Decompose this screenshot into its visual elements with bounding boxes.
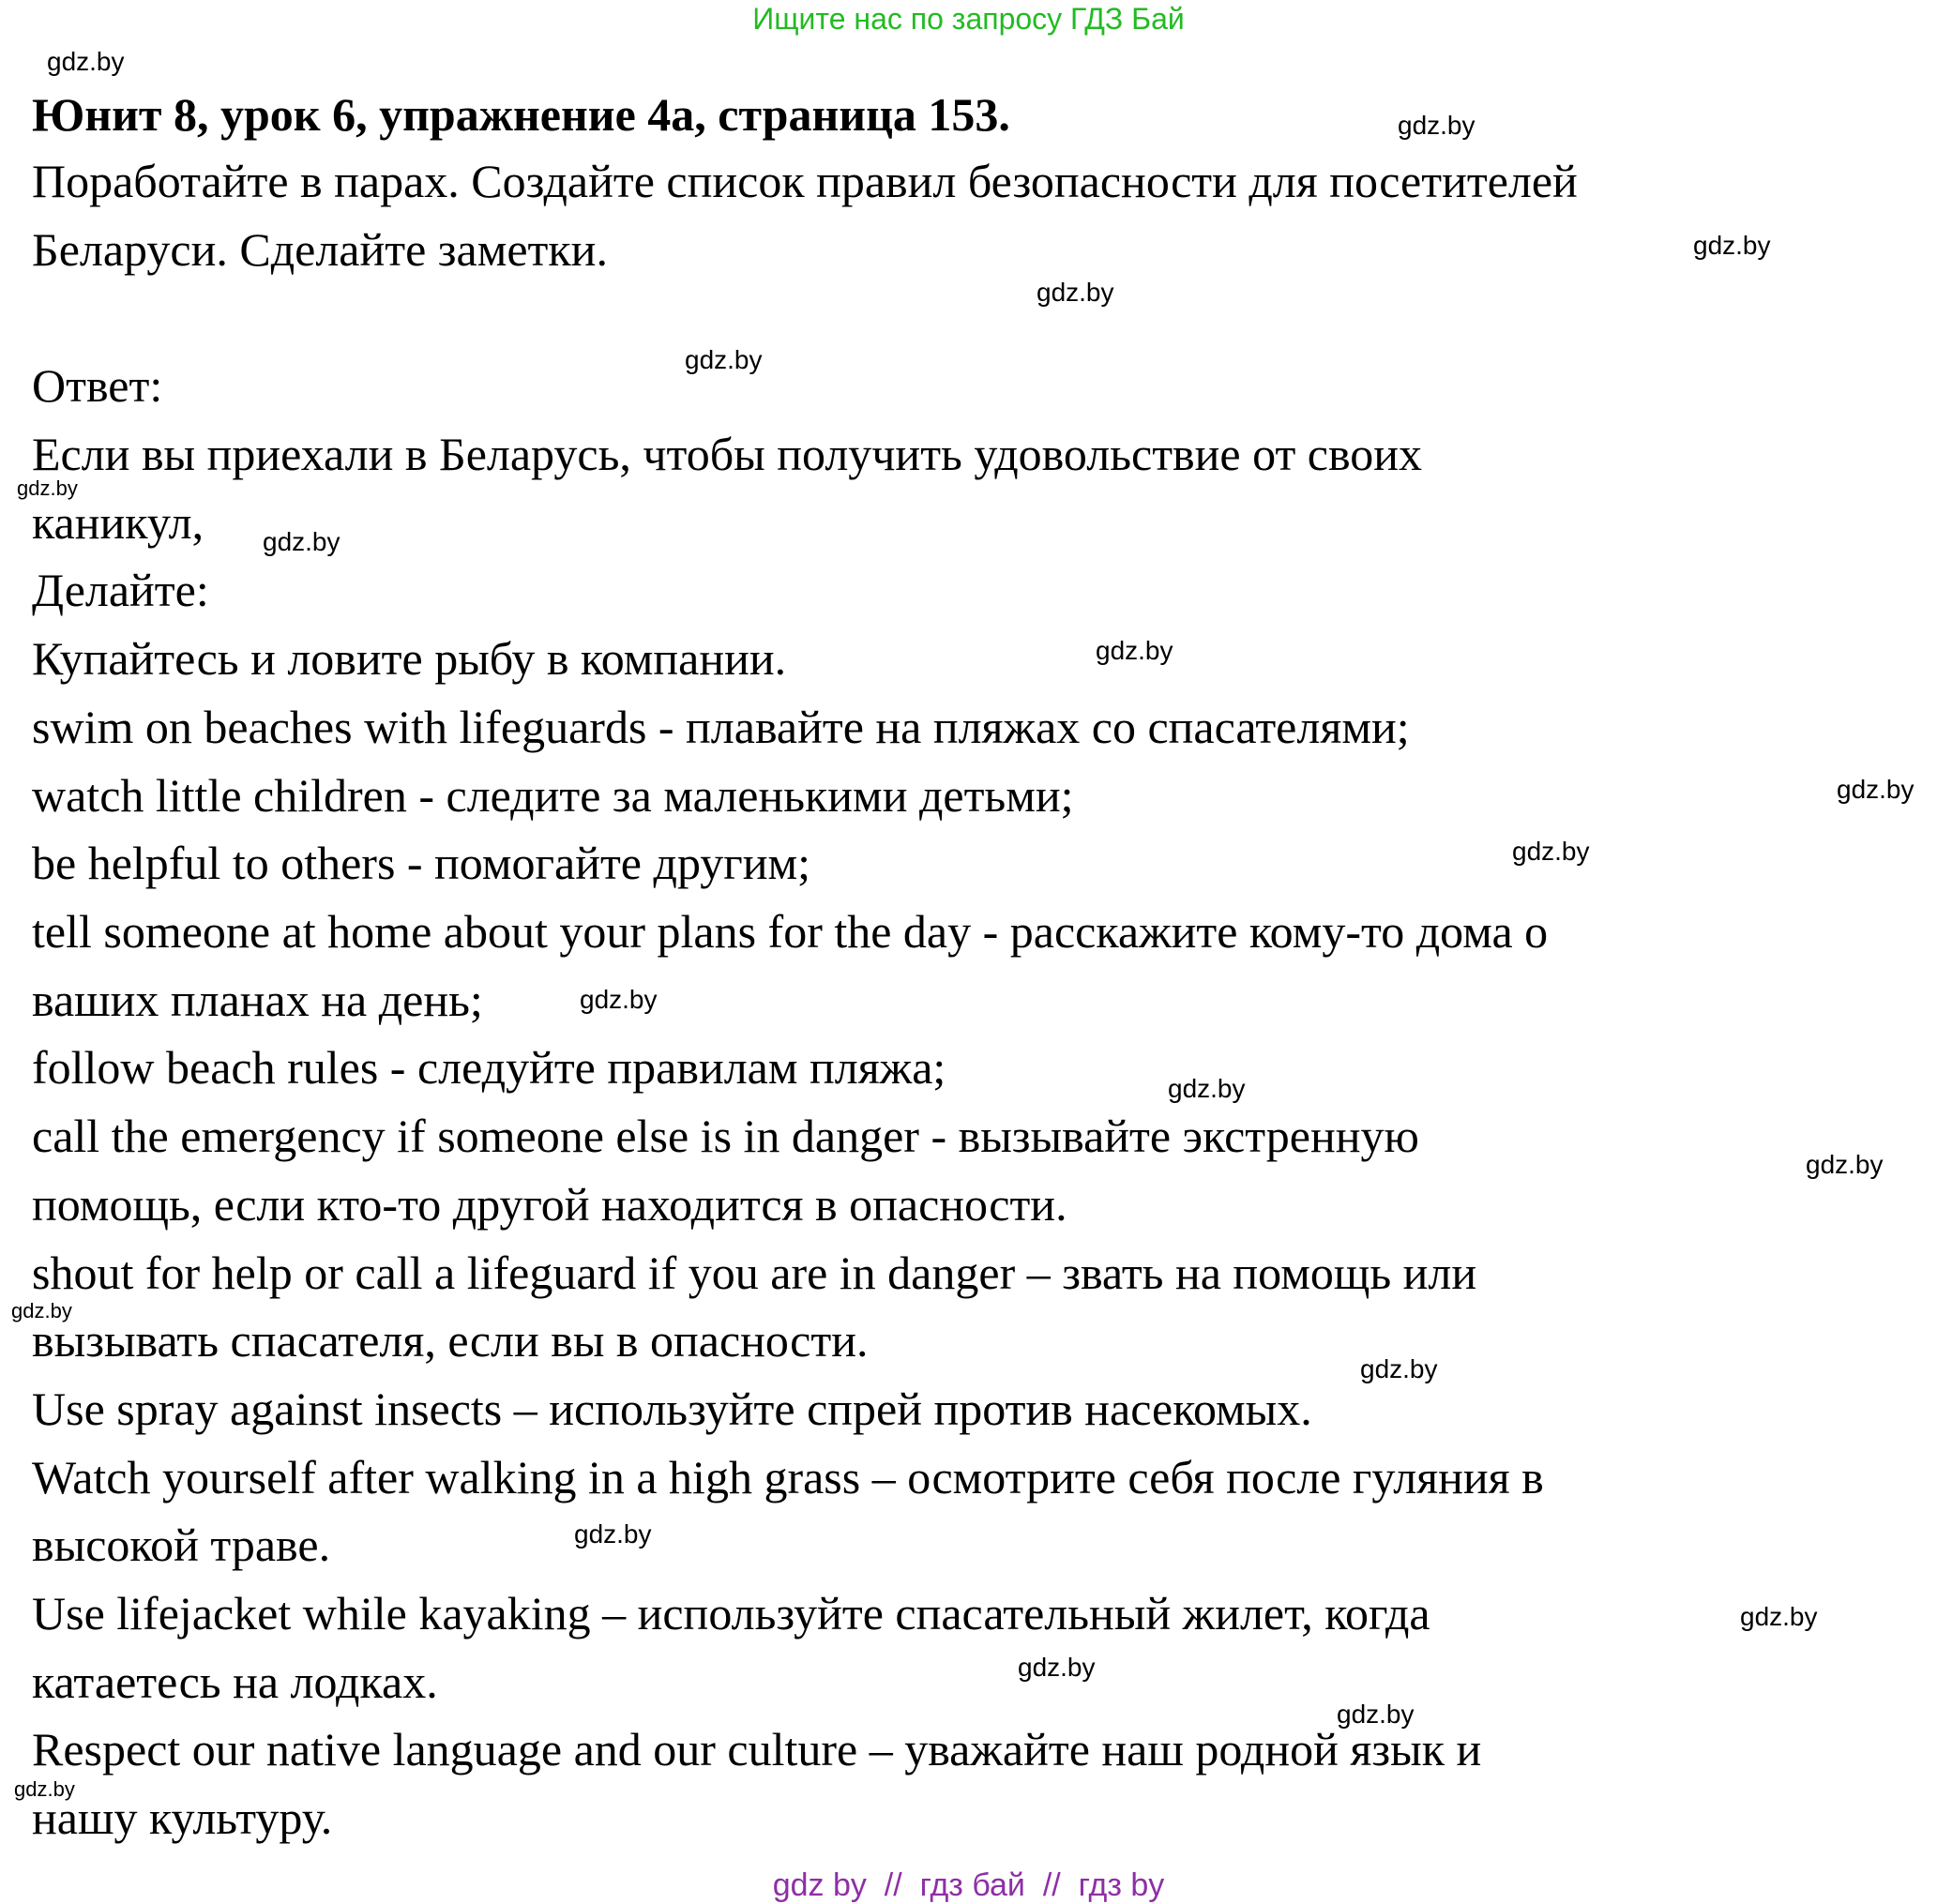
- watermark: gdz.by: [1693, 231, 1771, 260]
- watermark: gdz.by: [1360, 1354, 1438, 1383]
- answer-line: Use spray against insects – используйте спрей против насекомых.: [32, 1383, 1312, 1435]
- answer-line: ваших планах на день;: [32, 974, 483, 1026]
- answer-line: катаетесь на лодках.: [32, 1655, 438, 1708]
- watermark: gdz.by: [1806, 1150, 1884, 1179]
- watermark: gdz.by: [1837, 775, 1914, 804]
- task-text-line-1: Поработайте в парах. Создайте список правил безопасности для посетителей: [32, 155, 1578, 207]
- answer-line: помощь, если кто-то другой находится в опасности.: [32, 1178, 1067, 1231]
- watermark: gdz.by: [1096, 636, 1173, 665]
- answer-line: вызывать спасателя, если вы в опасности.: [32, 1314, 869, 1367]
- watermark: gdz.by: [685, 345, 763, 374]
- answer-line: Watch yourself after walking in a high grass – осмотрите себя после гуляния в: [32, 1451, 1544, 1504]
- top-banner: Ищите нас по запросу ГДЗ Бай: [752, 2, 1185, 36]
- answer-line: shout for help or call a lifeguard if you are in danger – звать на помощь или: [32, 1247, 1477, 1299]
- watermark: gdz.by: [17, 476, 78, 500]
- answer-line: Use lifejacket while kayaking – используйте спасательный жилет, когда: [32, 1587, 1430, 1640]
- answer-line: Если вы приехали в Беларусь, чтобы получить удовольствие от своих: [32, 428, 1423, 480]
- answer-line: каникул,: [32, 496, 204, 549]
- watermark: gdz.by: [1398, 111, 1475, 140]
- answer-line: Respect our native language and our culture – уважайте наш родной язык и: [32, 1723, 1482, 1776]
- answer-line: Делайте:: [32, 564, 209, 616]
- answer-line: call the emergency if someone else is in danger - вызывайте экстренную: [32, 1110, 1419, 1162]
- watermark: gdz.by: [1512, 837, 1590, 866]
- answer-line: be helpful to others - помогайте другим;: [32, 837, 811, 889]
- answer-line: высокой траве.: [32, 1519, 331, 1571]
- watermark: gdz.by: [1740, 1602, 1818, 1631]
- watermark: gdz.by: [263, 527, 340, 556]
- answer-line: watch little children - следите за маленькими детьми;: [32, 769, 1074, 822]
- watermark: gdz.by: [14, 1777, 75, 1801]
- answer-label: Ответ:: [32, 359, 163, 412]
- footer-links: gdz by // гдз бай // гдз by: [772, 1867, 1165, 1903]
- watermark: gdz.by: [11, 1299, 72, 1322]
- watermark: gdz.by: [1037, 278, 1114, 307]
- answer-line: tell someone at home about your plans for the day - расскажите кому-то дома о: [32, 905, 1549, 958]
- watermark: gdz.by: [47, 47, 125, 76]
- watermark: gdz.by: [580, 985, 658, 1014]
- task-text-line-2: Беларуси. Сделайте заметки.: [32, 223, 608, 276]
- answer-line: swim on beaches with lifeguards - плавайте на пляжах со спасателями;: [32, 701, 1410, 753]
- answer-line: follow beach rules - следуйте правилам пляжа;: [32, 1041, 946, 1094]
- page-title: Юнит 8, урок 6, упражнение 4а, страница 153.: [32, 88, 1010, 141]
- watermark: gdz.by: [1337, 1700, 1415, 1729]
- watermark: gdz.by: [1168, 1074, 1246, 1103]
- answer-line: Купайтесь и ловите рыбу в компании.: [32, 632, 787, 685]
- watermark: gdz.by: [574, 1519, 652, 1549]
- answer-line: нашу культуру.: [32, 1791, 333, 1844]
- watermark: gdz.by: [1018, 1653, 1096, 1682]
